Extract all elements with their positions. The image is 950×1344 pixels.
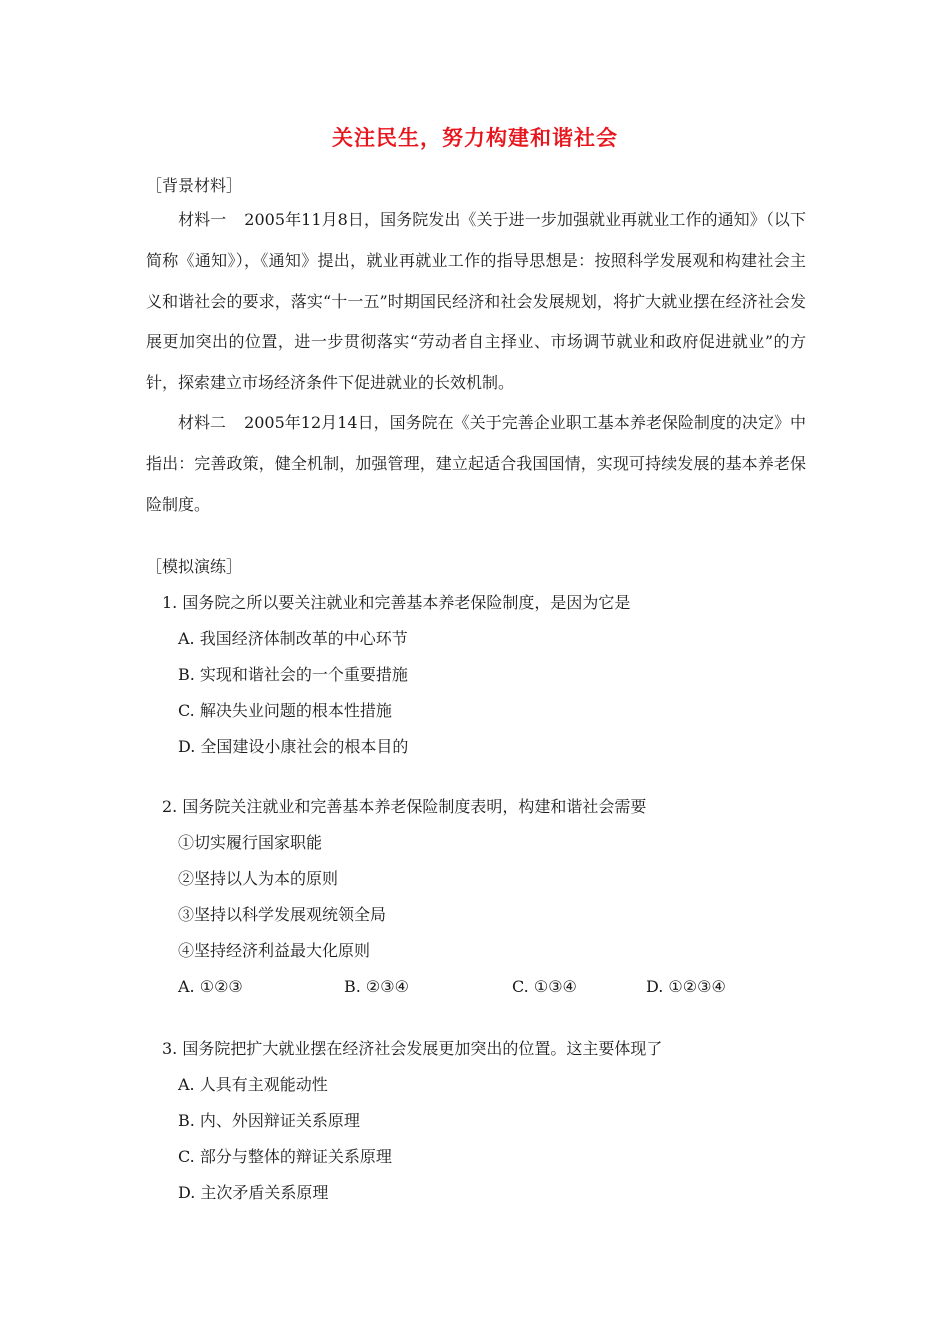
question-1-stem: 1. 国务院之所以要关注就业和完善基本养老保险制度，是因为它是 [162, 593, 631, 612]
question-2-stem: 2. 国务院关注就业和完善基本养老保险制度表明，构建和谐社会需要 [162, 797, 647, 816]
question-2-statement-2: ②坚持以人为本的原则 [178, 869, 339, 888]
material-2-paragraph [146, 403, 806, 525]
question-2-statement-4: ④坚持经济利益最大化原则 [178, 941, 371, 960]
background-heading: ［背景材料］ [146, 176, 243, 195]
question-3-option-c: C. 部分与整体的辩证关系原理 [178, 1147, 392, 1166]
question-1-option-a: A. 我国经济体制改革的中心环节 [178, 629, 408, 648]
question-3-option-d: D. 主次矛盾关系原理 [178, 1183, 329, 1202]
question-2-statement-1: ①切实履行国家职能 [178, 833, 323, 852]
material-2-label: 材料二 [178, 413, 227, 432]
material-1-paragraph [146, 200, 806, 404]
question-3-stem: 3. 国务院把扩大就业摆在经济社会发展更加突出的位置。这主要体现了 [162, 1039, 663, 1058]
question-2-option-b: B. ②③④ [344, 977, 409, 996]
question-2-options-row [0, 976, 950, 998]
question-2-option-a: A. ①②③ [178, 977, 243, 996]
material-1-label: 材料一 [178, 210, 227, 229]
question-2-option-d: D. ①②③④ [646, 977, 726, 996]
question-3-option-a: A. 人具有主观能动性 [178, 1075, 328, 1094]
question-3-option-b: B. 内、外因辩证关系原理 [178, 1111, 360, 1130]
question-1-option-b: B. 实现和谐社会的一个重要措施 [178, 665, 408, 684]
material-2-text: 2005年12月14日，国务院在《关于完善企业职工基本养老保险制度的决定》中指出：完善政策，健全机制，加强管理，建立起适合我国国情，实现可持续发展的基本养老保险制度。 [146, 413, 806, 514]
page-title: 关注民生，努力构建和谐社会 [332, 126, 618, 150]
question-1-option-d: D. 全国建设小康社会的根本目的 [178, 737, 409, 756]
question-1-option-c: C. 解决失业问题的根本性措施 [178, 701, 392, 720]
material-1-text: 2005年11月8日，国务院发出《关于进一步加强就业再就业工作的通知》（以下简称《通知》），《通知》提出，就业再就业工作的指导思想是：按照科学发展观和构建社会主义和谐社会的要求，落实“十一五”时期国民经济和社会发展规划，将扩大就业摆在经济社会发展更加突出的位置，进一步贯彻落实“劳动者自主择业、市场调节就业和政府促进就业”的方针，探索建立市场经济条件下促进就业的长效机制。 [146, 210, 806, 393]
practice-heading: ［模拟演练］ [146, 557, 243, 576]
question-2-option-c: C. ①③④ [512, 977, 577, 996]
question-2-statement-3: ③坚持以科学发展观统领全局 [178, 905, 387, 924]
